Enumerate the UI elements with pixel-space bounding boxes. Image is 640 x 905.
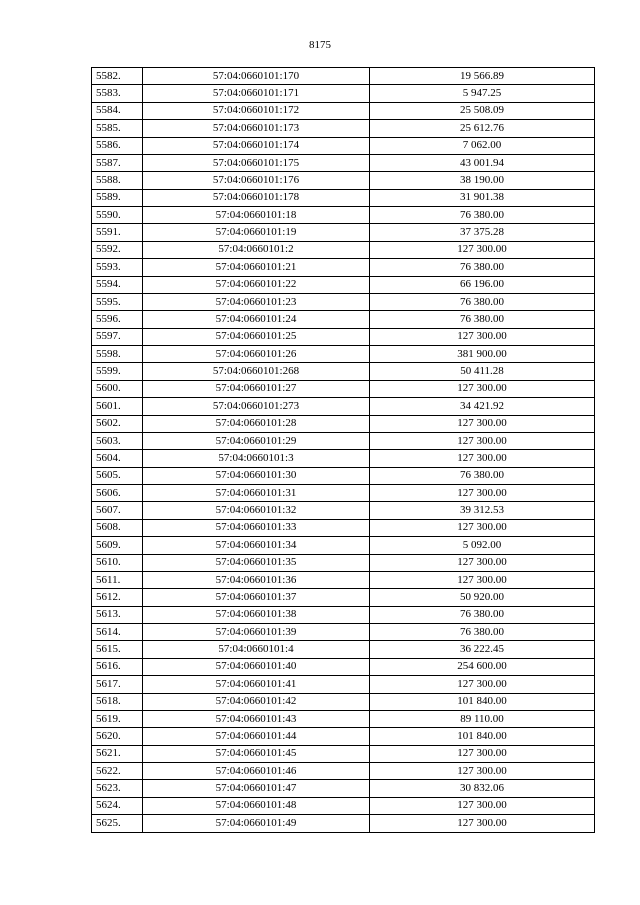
- page-number: 8175: [309, 39, 331, 51]
- cadastral-number-cell: 57:04:0660101:22: [143, 276, 370, 293]
- cadastral-number-cell: 57:04:0660101:34: [143, 537, 370, 554]
- cadastral-number-cell: 57:04:0660101:32: [143, 502, 370, 519]
- cadastral-value-cell: 127 300.00: [370, 432, 595, 449]
- cadastral-number-cell: 57:04:0660101:172: [143, 102, 370, 119]
- table-row: [92, 502, 595, 519]
- cadastral-number-cell: 57:04:0660101:48: [143, 797, 370, 814]
- cadastral-number-cell: 57:04:0660101:40: [143, 658, 370, 675]
- row-number-cell: 5620.: [92, 728, 143, 745]
- row-number-cell: 5617.: [92, 676, 143, 693]
- cadastral-number-cell: 57:04:0660101:23: [143, 293, 370, 310]
- table-row: [92, 415, 595, 432]
- cadastral-number-cell: 57:04:0660101:3: [143, 450, 370, 467]
- table-row: [92, 589, 595, 606]
- cadastral-value-cell: 254 600.00: [370, 658, 595, 675]
- table-row: [92, 154, 595, 171]
- row-number-cell: 5603.: [92, 432, 143, 449]
- cadastral-number-cell: 57:04:0660101:2: [143, 241, 370, 258]
- cadastral-value-cell: 89 110.00: [370, 710, 595, 727]
- row-number-cell: 5609.: [92, 537, 143, 554]
- table-row: [92, 311, 595, 328]
- cadastral-number-cell: 57:04:0660101:33: [143, 519, 370, 536]
- table-row: [92, 676, 595, 693]
- cadastral-number-cell: 57:04:0660101:41: [143, 676, 370, 693]
- row-number-cell: 5583.: [92, 85, 143, 102]
- row-number-cell: 5610.: [92, 554, 143, 571]
- cadastral-number-cell: 57:04:0660101:178: [143, 189, 370, 206]
- row-number-cell: 5624.: [92, 797, 143, 814]
- table-row: [92, 363, 595, 380]
- row-number-cell: 5588.: [92, 172, 143, 189]
- cadastral-value-cell: 50 920.00: [370, 589, 595, 606]
- cadastral-value-cell: 76 380.00: [370, 467, 595, 484]
- row-number-cell: 5590.: [92, 207, 143, 224]
- cadastral-number-cell: 57:04:0660101:28: [143, 415, 370, 432]
- row-number-cell: 5582.: [92, 68, 143, 85]
- table-row: [92, 624, 595, 641]
- cadastral-number-cell: 57:04:0660101:44: [143, 728, 370, 745]
- cadastral-number-cell: 57:04:0660101:36: [143, 571, 370, 588]
- cadastral-number-cell: 57:04:0660101:37: [143, 589, 370, 606]
- cadastral-value-cell: 127 300.00: [370, 415, 595, 432]
- cadastral-value-cell: 127 300.00: [370, 328, 595, 345]
- cadastral-number-cell: 57:04:0660101:21: [143, 259, 370, 276]
- table-row: [92, 641, 595, 658]
- table-row: [92, 571, 595, 588]
- row-number-cell: 5613.: [92, 606, 143, 623]
- cadastral-value-cell: 127 300.00: [370, 745, 595, 762]
- cadastral-value-cell: 66 196.00: [370, 276, 595, 293]
- table-row: [92, 137, 595, 154]
- cadastral-value-cell: 127 300.00: [370, 571, 595, 588]
- table-row: [92, 780, 595, 797]
- cadastral-value-cell: 76 380.00: [370, 293, 595, 310]
- table-row: [92, 519, 595, 536]
- row-number-cell: 5595.: [92, 293, 143, 310]
- cadastral-number-cell: 57:04:0660101:46: [143, 763, 370, 780]
- cadastral-value-cell: 37 375.28: [370, 224, 595, 241]
- cadastral-value-cell: 7 062.00: [370, 137, 595, 154]
- cadastral-number-cell: 57:04:0660101:45: [143, 745, 370, 762]
- cadastral-number-cell: 57:04:0660101:174: [143, 137, 370, 154]
- row-number-cell: 5591.: [92, 224, 143, 241]
- row-number-cell: 5592.: [92, 241, 143, 258]
- row-number-cell: 5601.: [92, 398, 143, 415]
- cadastral-number-cell: 57:04:0660101:24: [143, 311, 370, 328]
- cadastral-number-cell: 57:04:0660101:18: [143, 207, 370, 224]
- cadastral-number-cell: 57:04:0660101:42: [143, 693, 370, 710]
- table-row: [92, 658, 595, 675]
- table-row: [92, 189, 595, 206]
- row-number-cell: 5605.: [92, 467, 143, 484]
- cadastral-value-cell: 5 092.00: [370, 537, 595, 554]
- cadastral-number-cell: 57:04:0660101:38: [143, 606, 370, 623]
- cadastral-value-cell: 39 312.53: [370, 502, 595, 519]
- row-number-cell: 5615.: [92, 641, 143, 658]
- table-row: [92, 120, 595, 137]
- cadastral-value-cell: 34 421.92: [370, 398, 595, 415]
- cadastral-value-cell: 127 300.00: [370, 380, 595, 397]
- cadastral-value-cell: 5 947.25: [370, 85, 595, 102]
- row-number-cell: 5621.: [92, 745, 143, 762]
- table-row: [92, 293, 595, 310]
- cadastral-number-cell: 57:04:0660101:49: [143, 815, 370, 832]
- cadastral-value-cell: 76 380.00: [370, 207, 595, 224]
- table-row: [92, 815, 595, 832]
- row-number-cell: 5623.: [92, 780, 143, 797]
- cadastral-value-cell: 25 508.09: [370, 102, 595, 119]
- cadastral-number-cell: 57:04:0660101:4: [143, 641, 370, 658]
- cadastral-number-cell: 57:04:0660101:25: [143, 328, 370, 345]
- table-row: [92, 537, 595, 554]
- cadastral-value-cell: 25 612.76: [370, 120, 595, 137]
- cadastral-number-cell: 57:04:0660101:29: [143, 432, 370, 449]
- cadastral-number-cell: 57:04:0660101:176: [143, 172, 370, 189]
- table-row: [92, 467, 595, 484]
- table-row: [92, 328, 595, 345]
- table-row: [92, 276, 595, 293]
- cadastral-value-cell: 19 566.89: [370, 68, 595, 85]
- cadastral-number-cell: 57:04:0660101:47: [143, 780, 370, 797]
- row-number-cell: 5618.: [92, 693, 143, 710]
- cadastral-value-cell: 38 190.00: [370, 172, 595, 189]
- table-row: [92, 763, 595, 780]
- table-row: [92, 450, 595, 467]
- cadastral-value-cell: 31 901.38: [370, 189, 595, 206]
- row-number-cell: 5597.: [92, 328, 143, 345]
- cadastral-value-cell: 76 380.00: [370, 606, 595, 623]
- cadastral-number-cell: 57:04:0660101:31: [143, 485, 370, 502]
- table-row: [92, 554, 595, 571]
- table-row: [92, 259, 595, 276]
- table-row: [92, 172, 595, 189]
- table-row: [92, 207, 595, 224]
- cadastral-value-cell: 76 380.00: [370, 259, 595, 276]
- table-row: [92, 346, 595, 363]
- row-number-cell: 5598.: [92, 346, 143, 363]
- table-row: [92, 728, 595, 745]
- cadastral-value-cell: 76 380.00: [370, 311, 595, 328]
- cadastral-value-cell: 101 840.00: [370, 728, 595, 745]
- cadastral-value-cell: 127 300.00: [370, 815, 595, 832]
- table-row: [92, 68, 595, 85]
- row-number-cell: 5587.: [92, 154, 143, 171]
- row-number-cell: 5619.: [92, 710, 143, 727]
- cadastral-number-cell: 57:04:0660101:175: [143, 154, 370, 171]
- row-number-cell: 5607.: [92, 502, 143, 519]
- cadastral-number-cell: 57:04:0660101:19: [143, 224, 370, 241]
- row-number-cell: 5589.: [92, 189, 143, 206]
- table-row: [92, 745, 595, 762]
- table-row: [92, 398, 595, 415]
- row-number-cell: 5602.: [92, 415, 143, 432]
- row-number-cell: 5614.: [92, 624, 143, 641]
- cadastral-number-cell: 57:04:0660101:273: [143, 398, 370, 415]
- cadastral-value-cell: 36 222.45: [370, 641, 595, 658]
- table-row: [92, 241, 595, 258]
- row-number-cell: 5616.: [92, 658, 143, 675]
- cadastral-value-cell: 127 300.00: [370, 676, 595, 693]
- cadastral-number-cell: 57:04:0660101:171: [143, 85, 370, 102]
- row-number-cell: 5606.: [92, 485, 143, 502]
- table-body: [92, 68, 595, 833]
- row-number-cell: 5593.: [92, 259, 143, 276]
- cadastral-number-cell: 57:04:0660101:170: [143, 68, 370, 85]
- cadastral-value-cell: 127 300.00: [370, 797, 595, 814]
- cadastral-value-cell: 127 300.00: [370, 519, 595, 536]
- cadastral-value-cell: 127 300.00: [370, 763, 595, 780]
- cadastral-value-cell: 30 832.06: [370, 780, 595, 797]
- row-number-cell: 5622.: [92, 763, 143, 780]
- cadastral-number-cell: 57:04:0660101:26: [143, 346, 370, 363]
- table-row: [92, 693, 595, 710]
- cadastral-number-cell: 57:04:0660101:268: [143, 363, 370, 380]
- cadastral-number-cell: 57:04:0660101:173: [143, 120, 370, 137]
- row-number-cell: 5584.: [92, 102, 143, 119]
- table-row: [92, 224, 595, 241]
- cadastral-number-cell: 57:04:0660101:43: [143, 710, 370, 727]
- row-number-cell: 5608.: [92, 519, 143, 536]
- cadastral-value-cell: 381 900.00: [370, 346, 595, 363]
- row-number-cell: 5611.: [92, 571, 143, 588]
- cadastral-value-cell: 127 300.00: [370, 485, 595, 502]
- table-row: [92, 432, 595, 449]
- row-number-cell: 5600.: [92, 380, 143, 397]
- table-row: [92, 485, 595, 502]
- table-row: [92, 85, 595, 102]
- row-number-cell: 5586.: [92, 137, 143, 154]
- cadastral-number-cell: 57:04:0660101:30: [143, 467, 370, 484]
- cadastral-value-cell: 101 840.00: [370, 693, 595, 710]
- table-row: [92, 102, 595, 119]
- cadastral-value-cell: 127 300.00: [370, 554, 595, 571]
- cadastral-number-cell: 57:04:0660101:27: [143, 380, 370, 397]
- cadastral-value-cell: 127 300.00: [370, 241, 595, 258]
- row-number-cell: 5599.: [92, 363, 143, 380]
- cadastral-value-cell: 76 380.00: [370, 624, 595, 641]
- cadastral-number-cell: 57:04:0660101:39: [143, 624, 370, 641]
- table-row: [92, 380, 595, 397]
- table-row: [92, 606, 595, 623]
- cadastral-number-cell: 57:04:0660101:35: [143, 554, 370, 571]
- cadastral-value-cell: 50 411.28: [370, 363, 595, 380]
- row-number-cell: 5612.: [92, 589, 143, 606]
- table-row: [92, 710, 595, 727]
- row-number-cell: 5596.: [92, 311, 143, 328]
- table-row: [92, 797, 595, 814]
- row-number-cell: 5585.: [92, 120, 143, 137]
- row-number-cell: 5604.: [92, 450, 143, 467]
- cadastral-value-table: [91, 67, 595, 833]
- row-number-cell: 5625.: [92, 815, 143, 832]
- cadastral-value-cell: 43 001.94: [370, 154, 595, 171]
- cadastral-value-cell: 127 300.00: [370, 450, 595, 467]
- row-number-cell: 5594.: [92, 276, 143, 293]
